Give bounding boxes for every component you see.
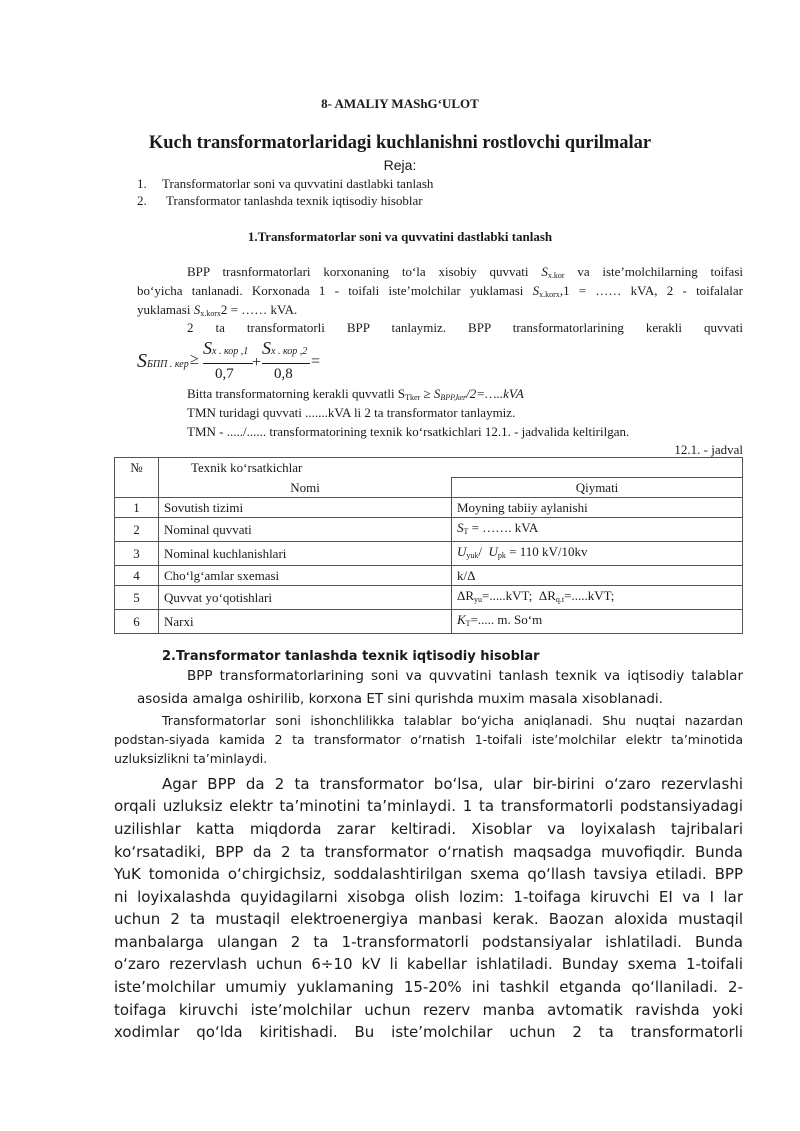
formula-den: 0,7	[215, 366, 234, 382]
header-group: Texnik ko‘rsatkichlar	[159, 458, 743, 478]
row-num: 4	[115, 566, 159, 586]
row-value: k/Δ	[452, 566, 743, 586]
paragraph-line: BPP trasnformatorlari korxonaning to‘la xisobiy quvvati $S_{x.kor}$ va iste’molchilarning toifasi	[187, 264, 743, 280]
paragraph-line: TMN - ...../...... transformatorining texnik ko‘rsatkichlari 12.1. - jadvalida keltirilgan.	[187, 424, 630, 439]
table-row	[115, 518, 743, 542]
paragraph-line: o‘zaro rezervlash uchun 6÷10 kV li kabellar ishlatiladi. Bunday sxema 1-toifali	[114, 955, 743, 973]
paragraph-line: orqali uzluksiz elektr ta’minotini ta’minlaydi. 1 ta transformatorli podstansiyadagi	[114, 797, 743, 815]
header-num: №	[115, 458, 159, 498]
paragraph-line: BPP transformatorlarining soni va quvvatini tanlash texnik va iqtisodiy talablar	[187, 668, 743, 684]
paragraph-line: Bitta transformatorning kerakli quvvatli $S_{Tker}$ ≥ $S_{BPP,ker}/2=\dots..kVA$	[187, 386, 524, 402]
paragraph-line: asosida amalga oshirilib, korxona ET sini qurishda muxim masala xisoblanadi.	[137, 691, 663, 707]
paragraph-line: YuK tomonida o‘chirgichsiz, soddalashtirilgan sxema qo‘llash tavsiya etiladi. BPP	[114, 865, 743, 883]
paragraph-line: iste’molchilar umumiy yuklamaning 15-20% ini tashkil etganda qo‘llaniladi. 2-	[114, 978, 743, 996]
formula-plus: +	[252, 354, 262, 371]
table-row	[115, 610, 743, 634]
row-name: Sovutish tizimi	[159, 498, 452, 518]
table-caption: 12.1. - jadval	[674, 442, 743, 457]
paragraph-line: uchun 2 ta mustaqil elektroenergiya manbasi kerak. Baozan aloxida mustaqil	[114, 910, 743, 928]
row-value: $S_T$ = ……. kVA	[452, 518, 743, 542]
plan-label: Reja:	[383, 157, 417, 173]
paragraph-line: manbalarga ulangan 2 ta 1-transformatorli podstansiyalar ishlatiladi. Bunda	[114, 933, 743, 951]
formula-num-sub: х . кор ,1	[212, 346, 249, 357]
formula-num-sub: х . кор ,2	[271, 346, 308, 357]
paragraph-line: Transformatorlar soni ishonchlilikka talablar bo‘yicha aniqlanadi. Shu nuqtai nazardan	[162, 713, 743, 728]
section2-heading: 2.Transformator tanlashda texnik iqtisodiy hisoblar	[162, 649, 540, 664]
plan-item-num: 2.	[137, 193, 147, 208]
plan-item-text: Transformator tanlashda texnik iqtisodiy hisoblar	[166, 193, 423, 208]
paragraph-line: yuklamasi $S_{x.korx}2$ = …… kVA.	[137, 302, 298, 318]
paragraph-line: 2 ta transformatorli BPP tanlaymiz. BPP transformatorlarining kerakli quvvati	[187, 320, 743, 335]
row-name: Cho‘lg‘amlar sxemasi	[159, 566, 452, 586]
row-name: Quvvat yo‘qotishlari	[159, 586, 452, 610]
row-name: Narxi	[159, 610, 452, 634]
row-value: $\Delta R_{yu}=.....kVT$; $\Delta R_{q.t}=.....kVT$;	[452, 586, 743, 610]
formula-eq: =	[311, 353, 321, 370]
tech-specs-table	[114, 457, 743, 634]
formula-num: S	[203, 338, 212, 358]
table-row	[115, 542, 743, 566]
row-num: 2	[115, 518, 159, 542]
row-value: Moyning tabiiy aylanishi	[452, 498, 743, 518]
col-name-header: Nomi	[159, 478, 452, 498]
paragraph-line: TMN turidagi quvvati .......kVA li 2 ta transformator tanlaymiz.	[187, 405, 516, 420]
row-value: $K_T=$..... m. So‘m	[452, 610, 743, 634]
formula-num: S	[262, 338, 271, 358]
row-num: 5	[115, 586, 159, 610]
section1-heading: 1.Transformatorlar soni va quvvatini dastlabki tanlash	[247, 229, 553, 244]
formula-lhs-sub: БПП . кер	[147, 359, 189, 370]
table-header-row	[115, 458, 743, 478]
paragraph-line: xodimlar qo‘lda kiritishadi. Bu iste’molchilar uchun 2 ta transformatorli	[114, 1023, 743, 1041]
formula-lhs: S	[137, 350, 147, 372]
row-name: Nominal kuchlanishlari	[159, 542, 452, 566]
fraction-bar	[262, 363, 310, 364]
paragraph-line: uzluksizlikni ta’minlaydi.	[114, 751, 268, 766]
paragraph-line: toifaga kiruvchi iste’molchilar uchun rezerv manba avtomatik ravishda yoki	[114, 1001, 743, 1019]
plan-item-num: 1.	[137, 176, 147, 191]
paragraph-line: bo‘yicha tanlanadi. Korxonada 1 - toifali iste’molchilar yuklamasi $S_{x.korx},1$ = …… kVA, 2 - toifalalar	[137, 283, 743, 299]
main-title: Kuch transformatorlaridagi kuchlanishni rostlovchi qurilmalar	[148, 133, 652, 153]
table-row	[115, 586, 743, 610]
paragraph-line: ni loyixalashda quyidagilarni xisobga olish lozim: 1-toifaga kiruvchi EI va I lar	[114, 888, 743, 906]
paragraph-line: podstan-siyada kamida 2 ta transformator o‘rnatish 1-toifali iste’molchilar elektr ta’minotida	[114, 732, 743, 747]
paragraph-line: ko‘rsatadiki, BPP da 2 ta transformator o‘rnatish maqsadga muvofiqdir. Bunda	[114, 843, 743, 861]
paragraph-line: uzilishlar katta miqdorda zarar keltiradi. Xisoblar va loyixalash tajribalari	[114, 820, 743, 838]
table-row	[115, 566, 743, 586]
table-row	[115, 498, 743, 518]
practice-label: 8- AMALIY MAShG‘ULOT	[321, 96, 479, 111]
row-num: 3	[115, 542, 159, 566]
row-value: $U_{yuk}/$ $U_{pk} = 110$ kV/10kv	[452, 542, 743, 566]
fraction-bar	[203, 363, 253, 364]
formula-rel: ≥	[190, 351, 199, 368]
table-subheader-row	[115, 478, 743, 498]
row-num: 6	[115, 610, 159, 634]
row-num: 1	[115, 498, 159, 518]
formula-den: 0,8	[274, 366, 293, 382]
plan-item-text: Transformatorlar soni va quvvatini dastlabki tanlash	[162, 176, 434, 191]
col-value-header: Qiymati	[452, 478, 743, 498]
paragraph-line: Agar BPP da 2 ta transformator bo‘lsa, ular bir-birini o‘zaro rezervlashi	[162, 775, 743, 793]
row-name: Nominal quvvati	[159, 518, 452, 542]
